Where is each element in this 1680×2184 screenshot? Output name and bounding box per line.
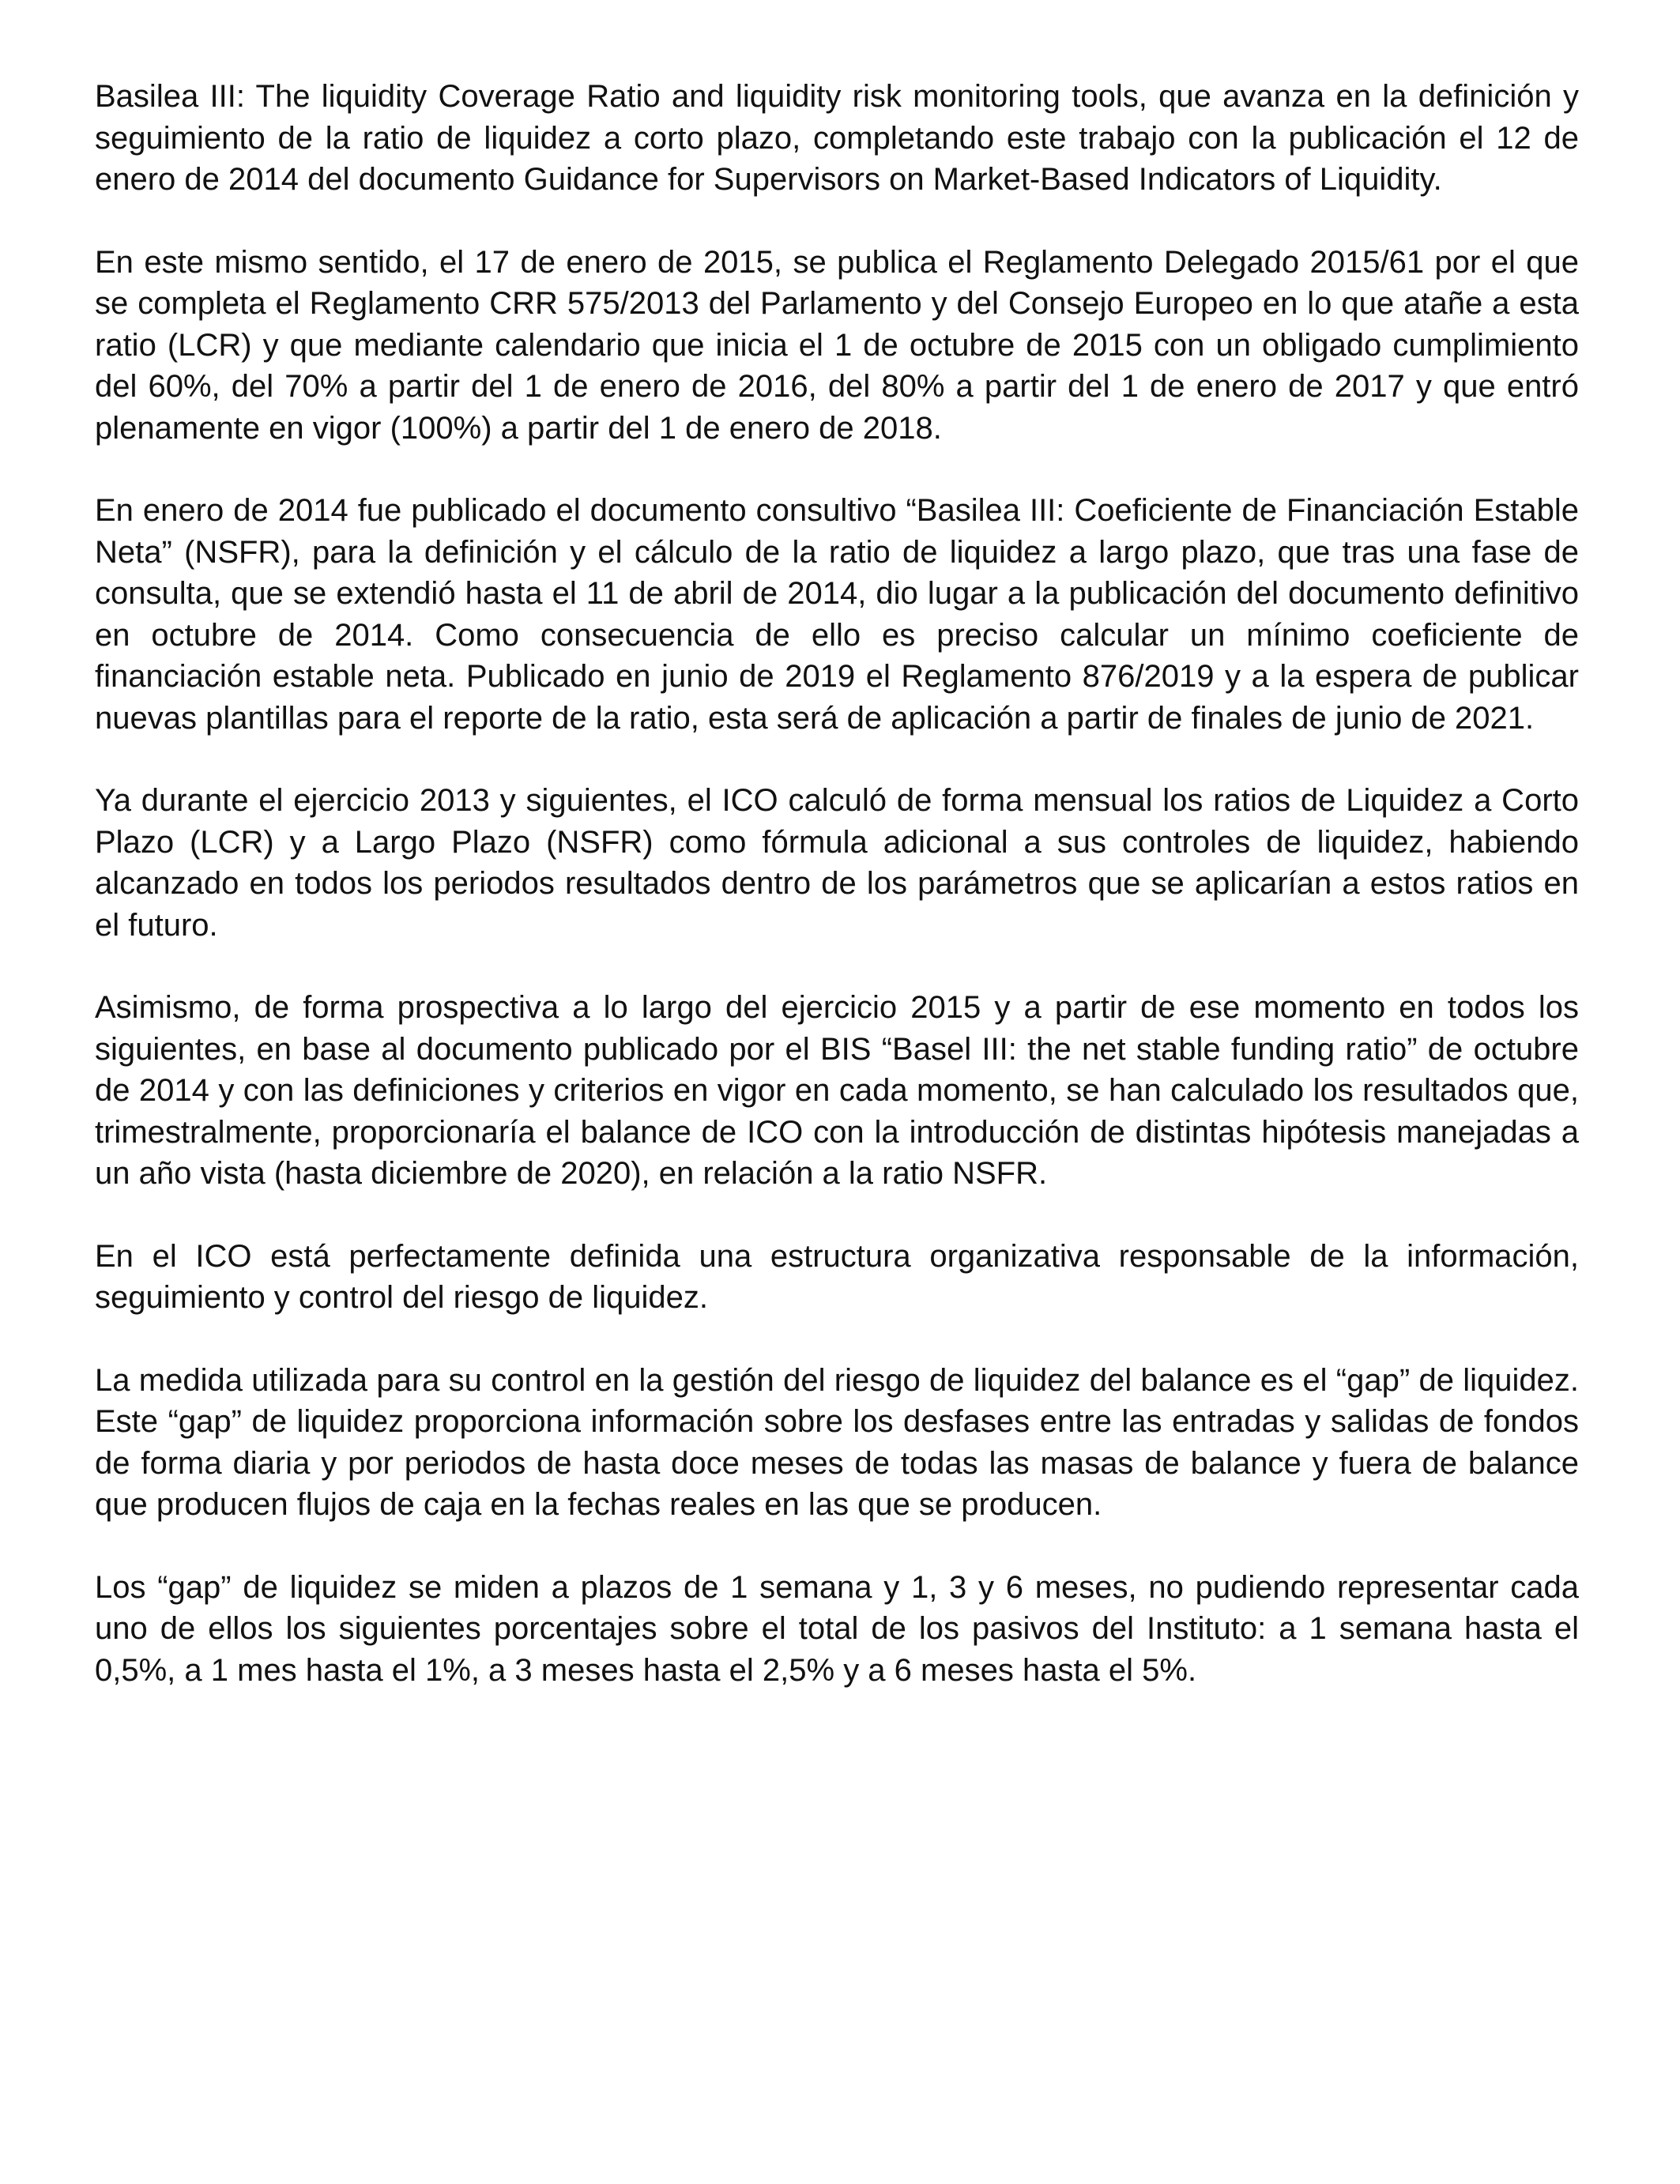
paragraph-gap-plazos: Los “gap” de liquidez se miden a plazos de 1 semana y 1, 3 y 6 meses, no pudiendo representar cada uno de ellos los siguientes porcentajes sobre el total de los pasivos del Instituto: a 1 semana hasta el 0,5%, a 1 mes hasta el 1%, a 3 meses hasta el 2,5% y a 6 meses hasta el 5%. [95, 1569, 1579, 1688]
paragraph-gap-liquidez: La medida utilizada para su control en la gestión del riesgo de liquidez del balance es el “gap” de liquidez. Este “gap” de liquidez proporciona información sobre los desfases entre las entradas y salidas de fondos de forma diaria y por periodos de hasta doce meses de todas las masas de balance y fuera de balance que producen flujos de caja en la fechas reales en las que se producen. [95, 1362, 1579, 1522]
paragraph-nsfr-consulta: En enero de 2014 fue publicado el documento consultivo “Basilea III: Coeficiente de Financiación Estable Neta” (NSFR), para la definición y el cálculo de la ratio de liquidez a largo plazo, que tras una fase de consulta, que se extendió hasta el 11 de abril de 2014, dio lugar a la publicación del documento definitivo en octubre de 2014. Como consecuencia de ello es preciso calcular un mínimo coeficiente de financiación estable neta. Publicado en junio de 2019 el Reglamento 876/2019 y a la espera de publicar nuevas plantillas para el reporte de la ratio, esta será de aplicación a partir de finales de junio de 2021. [95, 493, 1579, 736]
document-page [95, 76, 1579, 1732]
paragraph-prospectiva-nsfr: Asimismo, de forma prospectiva a lo largo del ejercicio 2015 y a partir de ese momento en todos los siguientes, en base al documento publicado por el BIS “Basel III: the net stable funding ratio” de octubre de 2014 y con las definiciones y criterios en vigor en cada momento, se han calculado los resultados que, trimestralmente, proporcionaría el balance de ICO con la introducción de distintas hipótesis manejadas a un año vista (hasta diciembre de 2020), en relación a la ratio NSFR. [95, 990, 1579, 1191]
paragraph-reglamento-delegado: En este mismo sentido, el 17 de enero de 2015, se publica el Reglamento Delegado 2015/61 por el que se completa el Reglamento CRR 575/2013 del Parlamento y del Consejo Europeo en lo que atañe a esta ratio (LCR) y que mediante calendario que inicia el 1 de octubre de 2015 con un obligado cumplimiento del 60%, del 70% a partir del 1 de enero de 2016, del 80% a partir del 1 de enero de 2017 y que entró plenamente en vigor (100%) a partir del 1 de enero de 2018. [95, 244, 1579, 446]
paragraph-estructura-organizativa: En el ICO está perfectamente definida una estructura organizativa responsable de la información, seguimiento y control del riesgo de liquidez. [95, 1238, 1579, 1315]
paragraph-ico-ratios: Ya durante el ejercicio 2013 y siguientes, el ICO calculó de forma mensual los ratios de Liquidez a Corto Plazo (LCR) y a Largo Plazo (NSFR) como fórmula adicional a sus controles de liquidez, habiendo alcanzado en todos los periodos resultados dentro de los parámetros que se aplicarían a estos ratios en el futuro. [95, 783, 1579, 943]
paragraph-basilea-lcr-tools: Basilea III: The liquidity Coverage Ratio and liquidity risk monitoring tools, que avanza en la definición y seguimiento de la ratio de liquidez a corto plazo, completando este trabajo con la publicación el 12 de enero de 2014 del documento Guidance for Supervisors on Market-Based Indicators of Liquidity. [95, 79, 1579, 197]
